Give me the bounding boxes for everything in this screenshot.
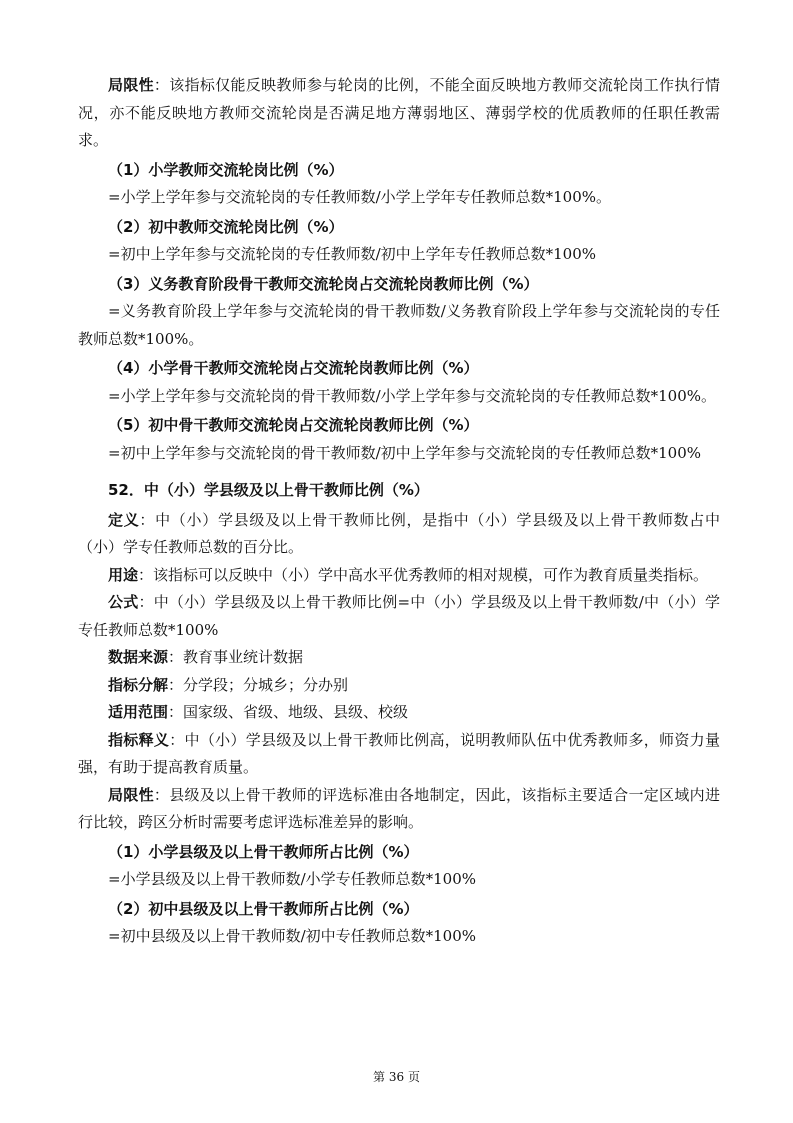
sub-item-formula: =小学县级及以上骨干教师数/小学专任教师总数*100% [108, 870, 477, 888]
field-label: 公式 [108, 593, 139, 611]
field-label: 用途 [108, 565, 139, 584]
definition-paragraph [78, 507, 720, 562]
breakdown-paragraph [78, 672, 720, 700]
sub-item-title: （1）小学教师交流轮岗比例（%） [108, 160, 344, 179]
field-label: 数据来源 [108, 648, 169, 666]
sub-item-formula: =初中上学年参与交流轮岗的专任教师数/初中上学年专任教师总数*100% [108, 245, 597, 263]
field-text: ：中（小）学县级及以上骨干教师比例，是指中（小）学县级及以上骨干教师数占中（小）学专任教师总数的百分比。 [78, 510, 720, 556]
scope-paragraph [78, 699, 720, 727]
field-label: 适用范围 [108, 703, 169, 721]
limitation-label: 局限性 [108, 76, 154, 94]
field-text: ：该指标可以反映中（小）学中高水平优秀教师的相对规模，可作为教育质量类指标。 [138, 565, 709, 584]
limitation-paragraph [78, 72, 720, 155]
sub-item-title: （4）小学骨干教师交流轮岗占交流轮岗教师比例（%） [108, 359, 479, 377]
field-text: ：教育事业统计数据 [168, 648, 304, 666]
page-content [78, 72, 720, 951]
data-source-paragraph [78, 644, 720, 672]
interpretation-paragraph [78, 727, 720, 782]
field-text: ：分学段；分城乡；分办别 [168, 675, 349, 694]
field-text: ：中（小）学县级及以上骨干教师比例高，说明教师队伍中优秀教师多，师资力量强，有助于提高教育质量。 [78, 730, 720, 776]
sub-item-formula: =初中县级及以上骨干教师数/初中专任教师总数*100% [108, 927, 477, 945]
sub-item-title: （2）初中县级及以上骨干教师所占比例（%） [108, 899, 419, 918]
sub-item-formula: =小学上学年参与交流轮岗的专任教师数/小学上学年专任教师总数*100%。 [108, 188, 612, 206]
field-label: 指标释义 [108, 730, 170, 749]
field-label: 指标分解 [108, 675, 169, 694]
formula-paragraph [78, 589, 720, 644]
section-heading: 52．中（小）学县级及以上骨干教师比例（%） [108, 481, 429, 499]
sub-item-formula: =初中上学年参与交流轮岗的骨干教师数/初中上学年参与交流轮岗的专任教师总数*100% [108, 443, 702, 462]
field-text: ：县级及以上骨干教师的评选标准由各地制定，因此，该指标主要适合一定区域内进行比较，跨区分析时需要考虑评选标准差异的影响。 [78, 785, 720, 831]
field-text: ：国家级、省级、地级、县级、校级 [168, 703, 409, 721]
sub-item-title: （2）初中教师交流轮岗比例（%） [108, 217, 344, 236]
section-limitation-paragraph [78, 782, 720, 837]
page-number: 第 36 页 [373, 1070, 420, 1084]
usage-paragraph [78, 562, 720, 590]
limitation-text: ：该指标仅能反映教师参与轮岗的比例，不能全面反映地方教师交流轮岗工作执行情况，亦不能反映地方教师交流轮岗是否满足地方薄弱地区、薄弱学校的优质教师的任职任教需求。 [78, 76, 720, 149]
sub-item-formula: =小学上学年参与交流轮岗的骨干教师数/小学上学年参与交流轮岗的专任教师总数*100%。 [108, 386, 717, 405]
field-label: 局限性 [108, 785, 154, 804]
sub-item-formula: =义务教育阶段上学年参与交流轮岗的骨干教师数/义务教育阶段上学年参与交流轮岗的专任教师总数*100%。 [78, 302, 720, 348]
field-text: ：中（小）学县级及以上骨干教师比例=中（小）学县级及以上骨干教师数/中（小）学专任教师总数*100% [78, 593, 720, 639]
sub-item-title: （1）小学县级及以上骨干教师所占比例（%） [108, 842, 419, 861]
field-label: 定义 [108, 510, 140, 529]
sub-item-title: （5）初中骨干教师交流轮岗占交流轮岗教师比例（%） [108, 416, 479, 434]
sub-item-title: （3）义务教育阶段骨干教师交流轮岗占交流轮岗教师比例（%） [108, 274, 539, 293]
